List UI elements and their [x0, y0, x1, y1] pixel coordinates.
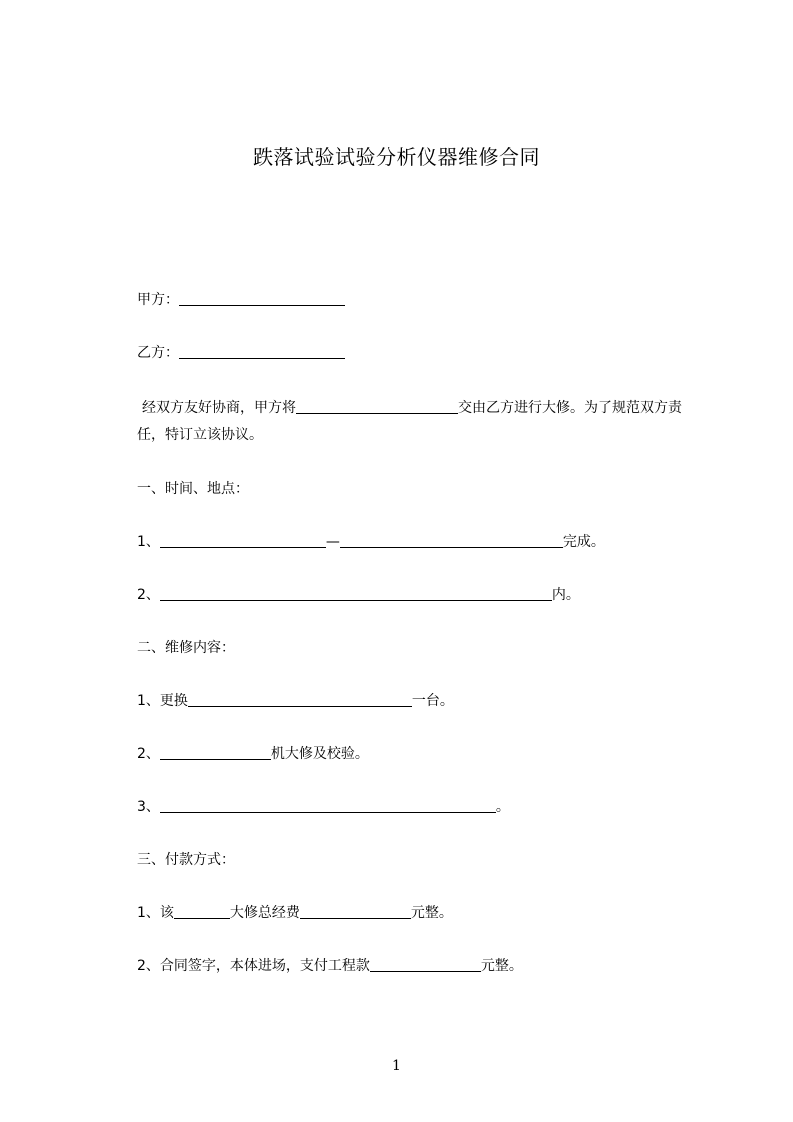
section2-item1	[137, 691, 454, 711]
party-b-label: 乙方：	[137, 345, 179, 361]
section1-heading: 一、时间、地点：	[137, 481, 249, 497]
section2-item1-suffix: 一台。	[411, 693, 454, 709]
section1-item1-dash: —	[325, 534, 340, 550]
section2-item2-prefix: 2、	[137, 746, 160, 762]
section3-item1-prefix: 1、该	[137, 905, 174, 921]
section3-item2-suffix: 元整。	[480, 958, 523, 974]
section3-item1	[137, 903, 453, 923]
section3-item1-suffix: 元整。	[410, 905, 453, 921]
section2-item1-prefix: 1、更换	[137, 693, 188, 709]
section1-item1-suffix: 完成。	[562, 534, 605, 550]
other-content-blank	[160, 800, 496, 813]
section3-item2-prefix: 2、合同签字，本体进场，支付工程款	[137, 958, 370, 974]
party-a-blank	[179, 293, 345, 306]
section2-item3-suffix: 。	[495, 799, 510, 815]
section2-item3-prefix: 3、	[137, 799, 160, 815]
party-b-blank	[179, 346, 345, 359]
section1-item2-suffix: 内。	[551, 587, 580, 603]
section2-item2	[137, 744, 369, 764]
intro-text-part2: 交由乙方进行大修。为了规范双方责任，特订立该协议。	[137, 400, 682, 443]
party-a-line	[137, 290, 345, 310]
end-date-blank	[340, 535, 563, 548]
section1-item2-prefix: 2、	[137, 587, 160, 603]
section2-heading: 二、维修内容：	[137, 640, 235, 656]
start-date-blank	[160, 535, 326, 548]
party-b-line	[137, 343, 345, 363]
section3-item2	[137, 956, 523, 976]
section2-item2-suffix: 机大修及校验。	[270, 746, 369, 762]
intro-text-part1: 经双方友好协商，甲方将	[142, 400, 296, 416]
document-title: 跌落试验试验分析仪器维修合同	[253, 145, 540, 169]
party-a-label: 甲方：	[137, 292, 179, 308]
total-cost-blank	[300, 906, 411, 919]
payment-amount-blank	[370, 959, 481, 972]
intro-paragraph	[137, 395, 707, 449]
section1-item1-prefix: 1、	[137, 534, 160, 550]
page-number: 1	[392, 1058, 401, 1074]
intro-equipment-blank	[296, 401, 458, 414]
replacement-part-blank	[188, 694, 412, 707]
item-name-blank	[174, 906, 230, 919]
section3-heading: 三、付款方式：	[137, 852, 235, 868]
section1-item1	[137, 532, 605, 552]
machine-blank	[160, 747, 271, 760]
location-blank	[160, 588, 552, 601]
section1-item2	[137, 585, 580, 605]
section2-item3	[137, 797, 510, 817]
section3-item1-middle: 大修总经费	[229, 905, 300, 921]
